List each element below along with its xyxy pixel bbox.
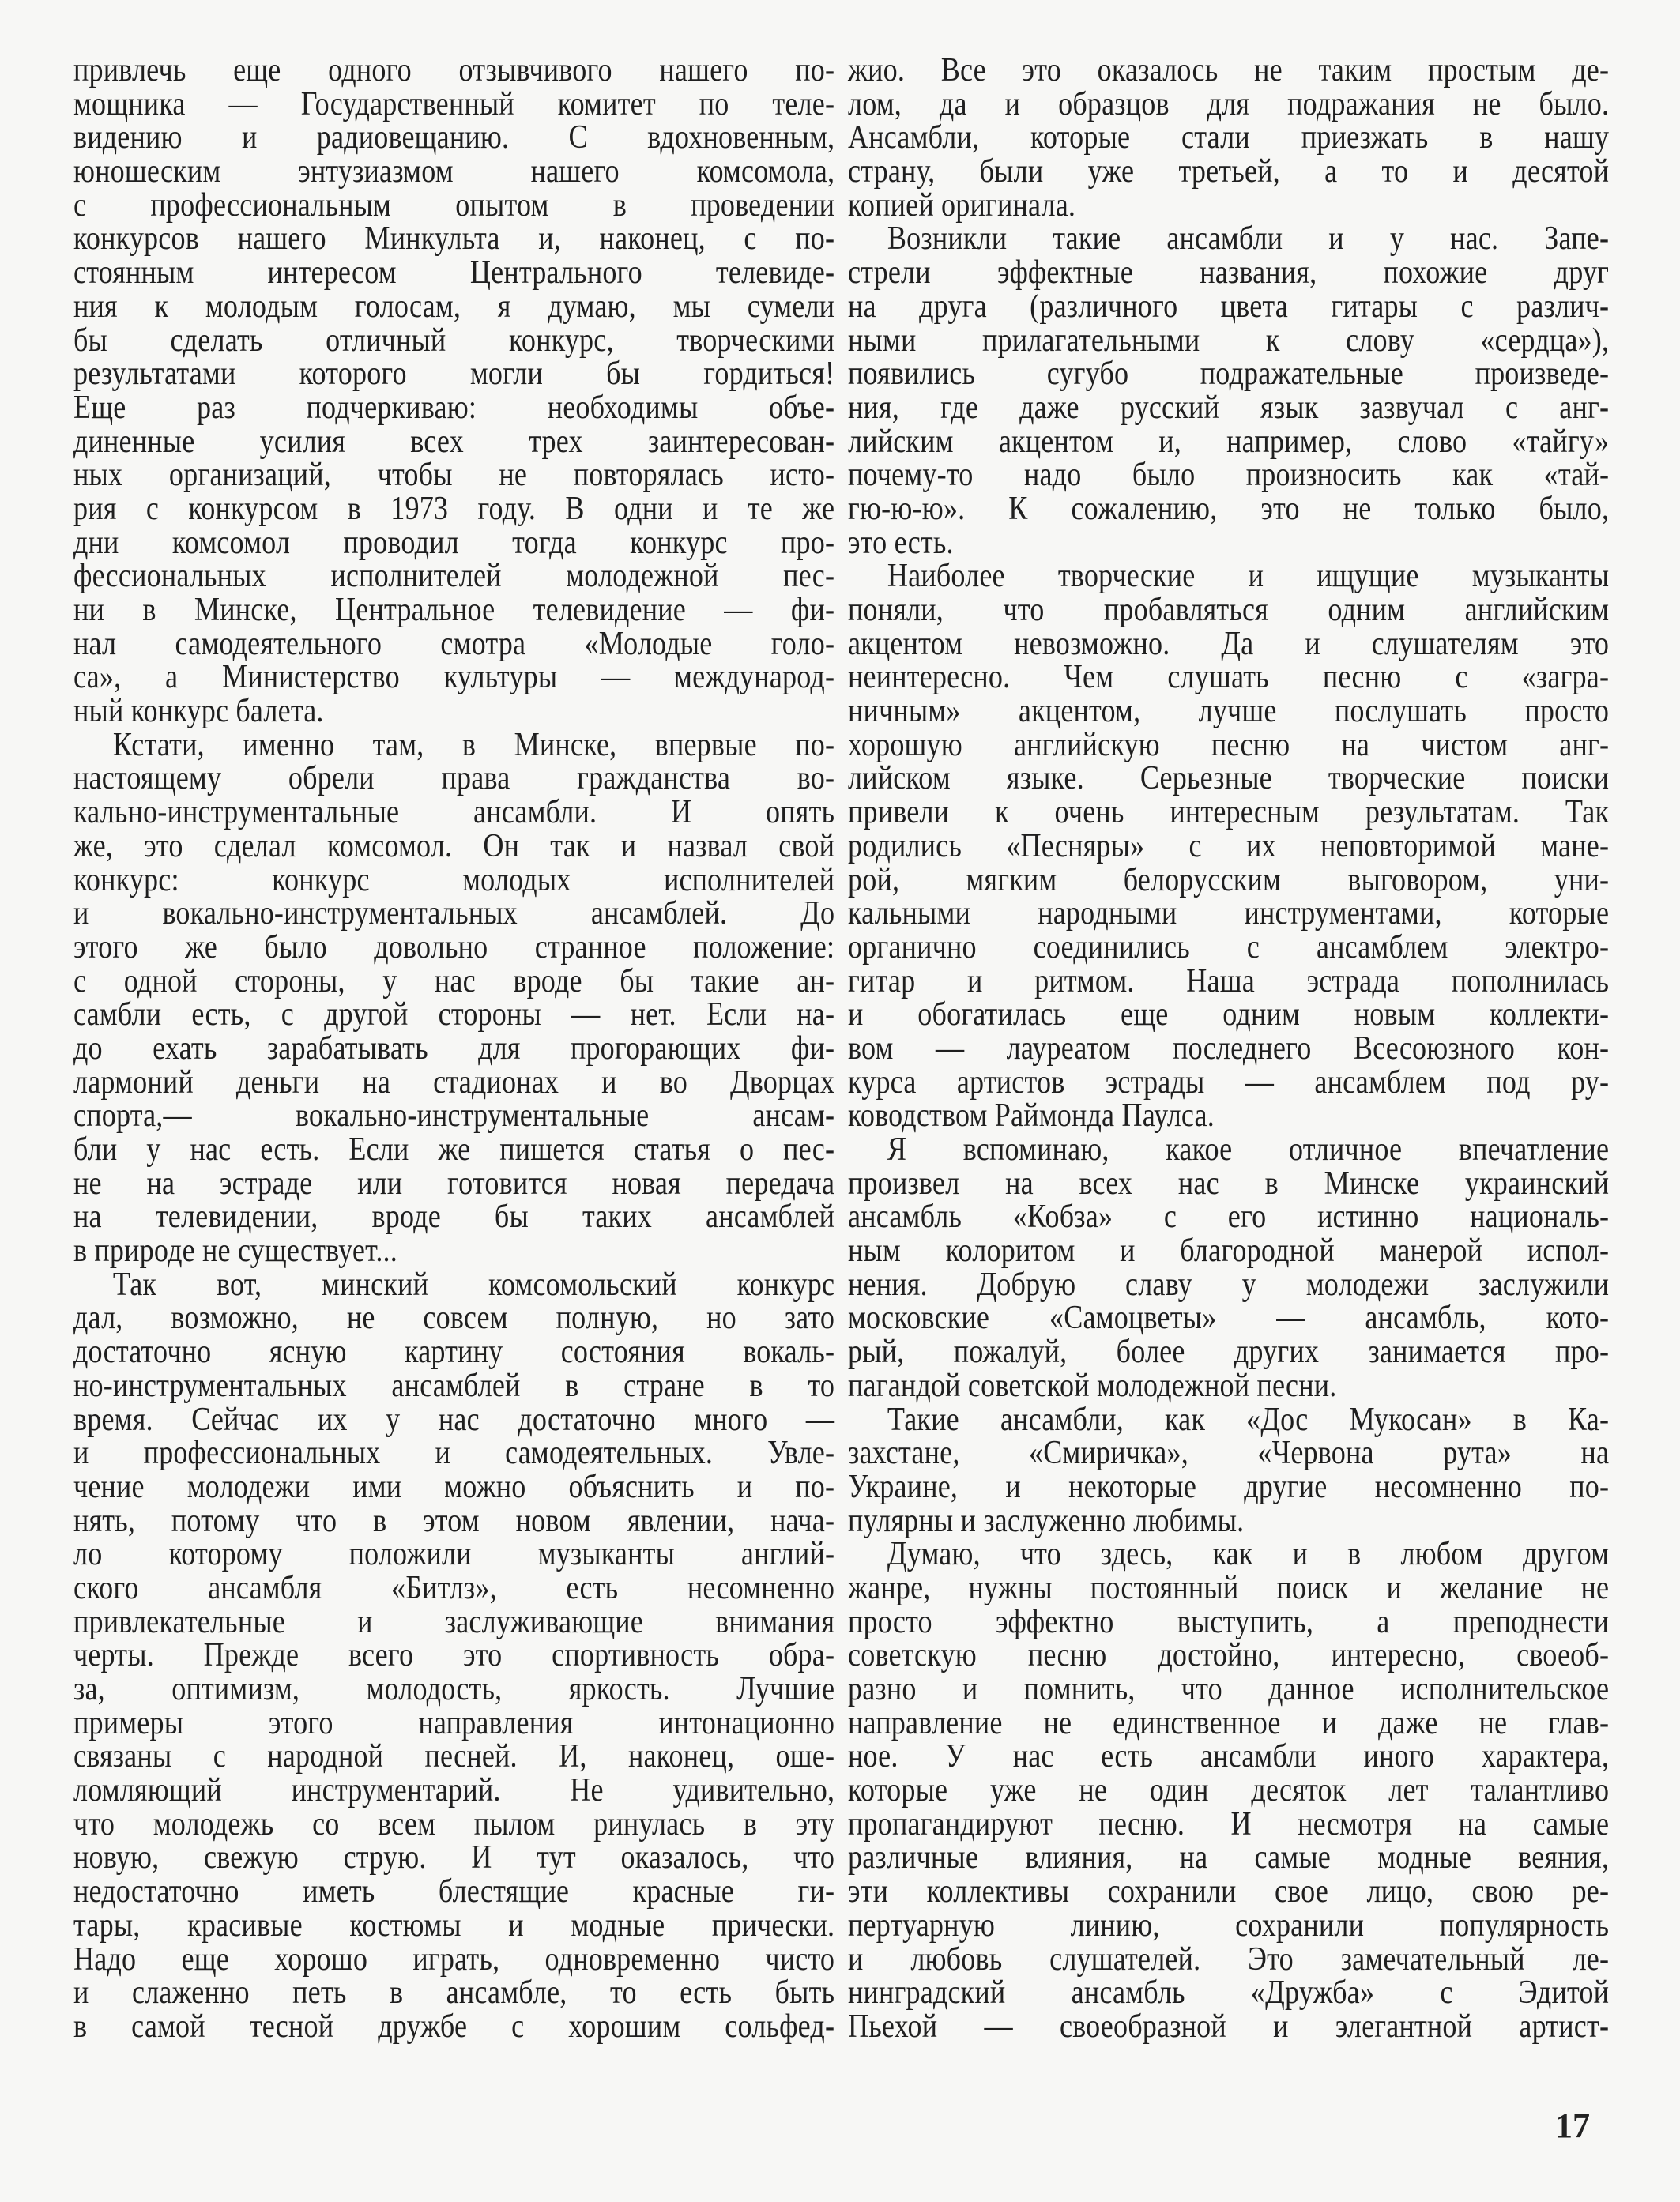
text-line: советскую песню достойно, интересно, своеоб- [848,1637,1610,1674]
text-line: лом, да и образцов для подражания не было. [848,85,1610,122]
text-line: Я вспоминаю, какое отличное впечатление [887,1131,1610,1168]
text-line: и обогатилась еще одним новым коллекти- [848,996,1610,1033]
text-line: ломляющий инструментарий. Не удивительно, [73,1772,835,1809]
text-line: гю-ю-ю». К сожалению, это не только было, [848,490,1610,527]
text-line: и профессиональных и самодеятельных. Увле- [73,1435,835,1472]
text-line: курса артистов эстрады — ансамблем под ру- [848,1063,1610,1101]
text-line: и любовь слушателей. Это замечательный ле- [848,1940,1610,1978]
text-line: с одной стороны, у нас вроде бы такие ан- [73,962,835,999]
text-line: са», а Министерство культуры — международ- [73,659,835,696]
text-line: пагандой советской молодежной песни. [848,1367,1337,1404]
text-line: лармоний деньги на стадионах и во Дворцах [73,1063,835,1101]
text-line: стрели эффектные названия, похожие друг [848,254,1610,292]
text-line: за, оптимизм, молодость, яркость. Лучшие [73,1671,835,1707]
text-line: с профессиональным опытом в проведении [73,186,835,224]
text-line: московские «Самоцветы» — ансамбль, кото- [848,1300,1610,1337]
text-line: ничным» акцентом, лучше послушать просто [848,693,1610,730]
text-line: родились «Песняры» с их неповторимой мане- [848,827,1610,864]
text-line: ни в Минске, Центральное телевидение — фи- [73,592,835,628]
text-line: привлечь еще одного отзывчивого нашего по- [73,52,835,88]
text-line: же, это сделал комсомол. Он так и назвал свой [73,827,835,864]
text-line: дни комсомол проводил тогда конкурс про- [73,524,835,561]
text-line: самбли есть, с другой стороны — нет. Если на- [73,996,835,1033]
text-line: ло которому положили музыканты англий- [73,1536,835,1573]
text-line: это есть. [848,524,954,561]
text-line: хорошую английскую песню на чистом анг- [848,726,1610,763]
text-line: Ансамбли, которые стали приезжать в нашу [848,119,1610,156]
text-line: этого же было довольно странное положение: [73,928,835,965]
text-line: черты. Прежде всего это спортивность обра- [73,1637,835,1674]
text-line: Кстати, именно там, в Минске, впервые по- [112,726,835,763]
text-line: не на эстраде или готовится новая передача [73,1165,835,1202]
text-line: недостаточно иметь блестящие красные ги- [73,1873,835,1910]
text-line: Наиболее творческие и ищущие музыканты [887,558,1610,595]
text-line: стоянным интересом Центрального телевиде- [73,254,835,292]
text-line: рой, мягким белорусским выговором, уни- [848,861,1610,898]
text-line: ния к молодым голосам, я думаю, мы сумели [73,288,835,325]
text-line: Думаю, что здесь, как и в любом другом [887,1536,1610,1573]
text-line: страну, были уже третьей, а то и десятой [848,153,1610,190]
text-column-left [73,54,834,2044]
text-line: дал, возможно, не совсем полную, но зато [73,1300,835,1337]
text-line: лийским акцентом и, например, слово «тайгу» [848,423,1610,460]
text-line: Украине, и некоторые другие несомненно по- [848,1468,1610,1505]
text-line: гитар и ритмом. Наша эстрада пополнилась [848,962,1610,999]
text-line: направление не единственное и даже не глав- [848,1704,1610,1741]
text-line: мощника — Государственный комитет по теле- [73,85,835,122]
text-line: диненные усилия всех трех заинтересован- [73,423,835,460]
text-line: произвел на всех нас в Минске украинский [848,1165,1610,1202]
text-line: Пьехой — своеобразной и элегантной артист- [848,2008,1610,2045]
text-line: рия с конкурсом в 1973 году. В одни и те же [73,490,835,527]
text-line: эти коллективы сохранили свое лицо, свою ре- [848,1873,1610,1910]
text-line: вом — лауреатом последнего Всесоюзного кон- [848,1029,1610,1067]
text-line: чение молодежи ими можно объяснить и по- [73,1468,835,1505]
text-line: жио. Все это оказалось не таким простым де- [848,52,1610,88]
text-line: конкурс: конкурс молодых исполнителей [73,861,835,898]
text-line: и вокально-инструментальных ансамблей. До [73,895,835,932]
text-column-right [848,54,1609,2044]
text-line: ского ансамбля «Битлз», есть несомненно [73,1569,835,1606]
text-line: рый, пожалуй, более других занимается про- [848,1334,1610,1371]
text-line: спорта,— вокально-инструментальные ансам- [73,1097,835,1135]
text-line: Возникли такие ансамбли и у нас. Запе- [887,220,1610,258]
text-line: конкурсов нашего Минкульта и, наконец, с по- [73,220,835,258]
text-line: ансамбль «Кобза» с его истинно националь- [848,1199,1610,1236]
text-line: пертуарную линию, сохранили популярность [848,1907,1610,1944]
text-line: кальными народными инструментами, которые [848,895,1610,932]
text-line: примеры этого направления интонационно [73,1704,835,1741]
text-line: нять, потому что в этом новом явлении, нача- [73,1502,835,1539]
text-line: что молодежь со всем пылом ринулась в эту [73,1805,835,1843]
text-line: фессиональных исполнителей молодежной пес- [73,558,835,595]
text-line: копией оригинала. [848,186,1076,224]
text-line: различные влияния, на самые модные веяния, [848,1839,1610,1876]
text-line: но-инструментальных ансамблей в стране в то [73,1367,835,1404]
text-line: настоящему обрели права гражданства во- [73,760,835,797]
text-line: привели к очень интересным результатам. Так [848,794,1610,831]
text-line: ными прилагательными к слову «сердца»), [848,322,1610,359]
text-line: результатами которого могли бы гордиться! [73,356,835,393]
text-line: связаны с народной песней. И, наконец, оше- [73,1738,835,1775]
text-line: ный конкурс балета. [73,693,324,730]
text-line: видению и радиовещанию. С вдохновенным, [73,119,835,156]
text-line: бли у нас есть. Если же пишется статья о пес- [73,1131,835,1168]
text-line: акцентом невозможно. Да и слушателям это [848,625,1610,662]
text-line: которые уже не один десяток лет талантливо [848,1772,1610,1809]
text-line: бы сделать отличный конкурс, творческими [73,322,835,359]
text-line: Такие ансамбли, как «Дос Мукосан» в Ка- [887,1401,1610,1438]
text-line: разно и помнить, что данное исполнительское [848,1671,1610,1707]
text-line: жанре, нужны постоянный поиск и желание не [848,1569,1610,1606]
text-line: юношеским энтузиазмом нашего комсомола, [73,153,835,190]
text-line: и слаженно петь в ансамбле, то есть быть [73,1974,835,2012]
text-line: время. Сейчас их у нас достаточно много — [73,1401,835,1438]
text-line: ное. У нас есть ансамбли иного характера, [848,1738,1610,1775]
text-line: поняли, что пробавляться одним английским [848,592,1610,628]
text-line: органично соединились с ансамблем электро- [848,928,1610,965]
text-line: Так вот, минский комсомольский конкурс [112,1266,835,1303]
text-line: неинтересно. Чем слушать песню с «загра- [848,659,1610,696]
text-line: до ехать зарабатывать для прогорающих фи- [73,1029,835,1067]
text-line: привлекательные и заслуживающие внимания [73,1603,835,1640]
text-line: лийском языке. Серьезные творческие поиски [848,760,1610,797]
text-line: в природе не существует... [73,1233,397,1270]
text-line: ководством Раймонда Паулса. [848,1097,1215,1135]
page-number: 17 [1555,2106,1590,2145]
text-line: нинградский ансамбль «Дружба» с Эдитой [848,1974,1610,2012]
text-line: появились сугубо подражательные произведе- [848,356,1610,393]
text-line: нал самодеятельного смотра «Молодые голо- [73,625,835,662]
text-line: достаточно ясную картину состояния вокаль- [73,1334,835,1371]
text-line: тары, красивые костюмы и модные прически. [73,1907,835,1944]
text-line: просто эффектно выступить, а преподнести [848,1603,1610,1640]
text-line: ным колоритом и благородной манерой испол- [848,1233,1610,1270]
text-line: почему-то надо было произносить как «тай- [848,457,1610,494]
text-line: Еще раз подчеркиваю: необходимы объе- [73,389,835,426]
text-line: захстане, «Смиричка», «Червона рута» на [848,1435,1610,1472]
text-line: кально-инструментальные ансамбли. И опять [73,794,835,831]
text-line: в самой тесной дружбе с хорошим сольфед- [73,2008,835,2045]
text-line: на друга (различного цвета гитары с различ- [848,288,1610,325]
text-line: пулярны и заслуженно любимы. [848,1502,1245,1539]
text-line: пропагандируют песню. И несмотря на самые [848,1805,1610,1843]
text-line: на телевидении, вроде бы таких ансамблей [73,1199,835,1236]
text-line: ных организаций, чтобы не повторялась исто- [73,457,835,494]
text-line: ния, где даже русский язык зазвучал с анг- [848,389,1610,426]
text-line: Надо еще хорошо играть, одновременно чисто [73,1940,835,1978]
text-line: новую, свежую струю. И тут оказалось, что [73,1839,835,1876]
text-line: нения. Добрую славу у молодежи заслужили [848,1266,1610,1303]
